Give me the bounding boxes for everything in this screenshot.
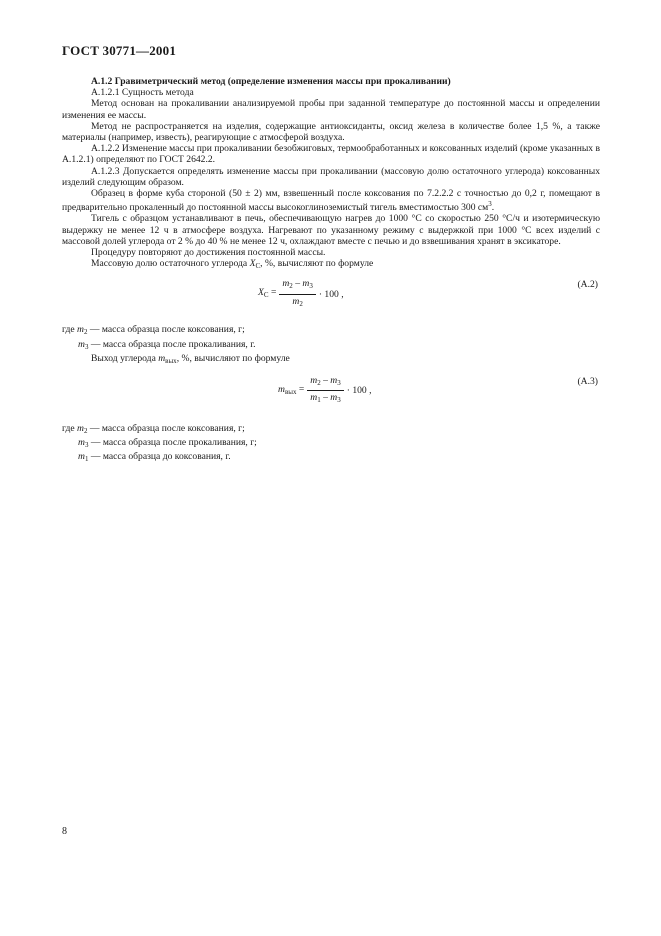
subscript: вых xyxy=(165,356,177,365)
paragraph: Тигель с образцом устанавливают в печь, обеспечивающую нагрев до 1000 °С со скоростью 250 °С/ч и изотермическую выдержку не менее 12 ч в атмосфере воздуха. Нагревают по указанному режиму с выдержкой при 1000 °С всех изделий с массовой долей углерода от 2 % до 40 % не менее 12 ч, охлаждают вместе с печью и до взвешивания хранят в эксикаторе. xyxy=(62,213,600,247)
document-header: ГОСТ 30771—2001 xyxy=(62,43,177,58)
variable: X xyxy=(249,258,256,270)
section-title: А.1.2 Гравиметрический метод (определение изменения массы при прокаливании) xyxy=(91,76,451,87)
formula-expression xyxy=(258,278,344,309)
formula-fraction xyxy=(307,375,343,406)
page-number: 8 xyxy=(62,826,67,837)
formula-lhs: $m_{вых}$ = xyxy=(278,383,305,396)
superscript: 3 xyxy=(488,200,492,209)
paragraph: А.1.2.2 Изменение массы при прокаливании безобжиговых, термообработанных и коксованных изделий (кроме указанных в А.1.2.1) определяют по ГОСТ 2642.2. xyxy=(62,143,601,166)
formula-lhs: $X_C$ = xyxy=(258,287,277,300)
formula-tail: · 100 , xyxy=(346,385,372,397)
paragraph: А.1.2.3 Допускается определять изменение массы при прокаливании (массовую долю остаточного углерода) коксованных изделий следующим образом. xyxy=(62,165,600,188)
where-list xyxy=(62,423,600,466)
formula-number: (А.2) xyxy=(577,279,598,291)
fraction-numerator: $m_2 - m_3$ xyxy=(307,375,343,391)
paragraph xyxy=(62,258,600,272)
paragraph: Процедуру повторяют до достижения постоянной массы. xyxy=(91,247,326,259)
paragraph: А.1.2.1 Сущность метода xyxy=(91,87,194,99)
document-body xyxy=(62,76,600,466)
where-item: где $m_2$ — масса образца после коксования, г; xyxy=(62,324,245,337)
fraction-denominator: $m_2$ xyxy=(292,295,303,308)
fraction-denominator: $m_1 - m_3$ xyxy=(310,392,341,405)
formula-fraction xyxy=(279,278,315,309)
formula-a3 xyxy=(62,375,600,417)
where-item: где $m_2$ — масса образца после коксования, г; xyxy=(62,423,245,436)
paragraph: Метод не распространяется на изделия, содержащие антиоксиданты, оксид железа в количестве более 1,5 %, а также материалы (например, известь), реагирующие с атмосферой воздуха. xyxy=(62,120,600,144)
fraction-numerator: $m_2 - m_3$ xyxy=(279,278,315,294)
paragraph-text: , %, вычисляют по формуле xyxy=(260,258,374,270)
paragraph-text: Выход углерода xyxy=(91,352,159,364)
paragraph-text: , %, вычисляют по формуле xyxy=(176,352,290,364)
paragraph-text: Массовую долю остаточного углерода xyxy=(91,258,250,270)
formula-expression xyxy=(278,375,372,406)
where-list xyxy=(62,324,600,352)
paragraph xyxy=(62,353,600,367)
variable: m xyxy=(158,352,166,364)
where-item: $m_1$ — масса образца до коксования, г. xyxy=(78,451,231,464)
paragraph xyxy=(62,188,600,213)
formula-number: (А.3) xyxy=(577,376,598,388)
formula-a2 xyxy=(62,278,600,318)
paragraph: Метод основан на прокаливании анализируемой пробы при заданной температуре до постоянной массы и определении изменения ее массы. xyxy=(62,98,600,121)
paragraph-text: Образец в форме куба стороной (50 ± 2) мм, взвешенный после коксования по 7.2.2.2 с точностью до 0,2 г, помещают в предварительно прокаленный до постоянной массы высокоглиноземистый тигель вместимостью 300 см xyxy=(62,188,600,214)
where-item: $m_3$ — масса образца после прокаливания, г. xyxy=(78,338,256,351)
where-item: $m_3$ — масса образца после прокаливания, г; xyxy=(78,437,257,450)
subscript: C xyxy=(255,262,261,271)
formula-tail: · 100 , xyxy=(318,288,344,300)
paragraph-text: . xyxy=(491,202,495,214)
